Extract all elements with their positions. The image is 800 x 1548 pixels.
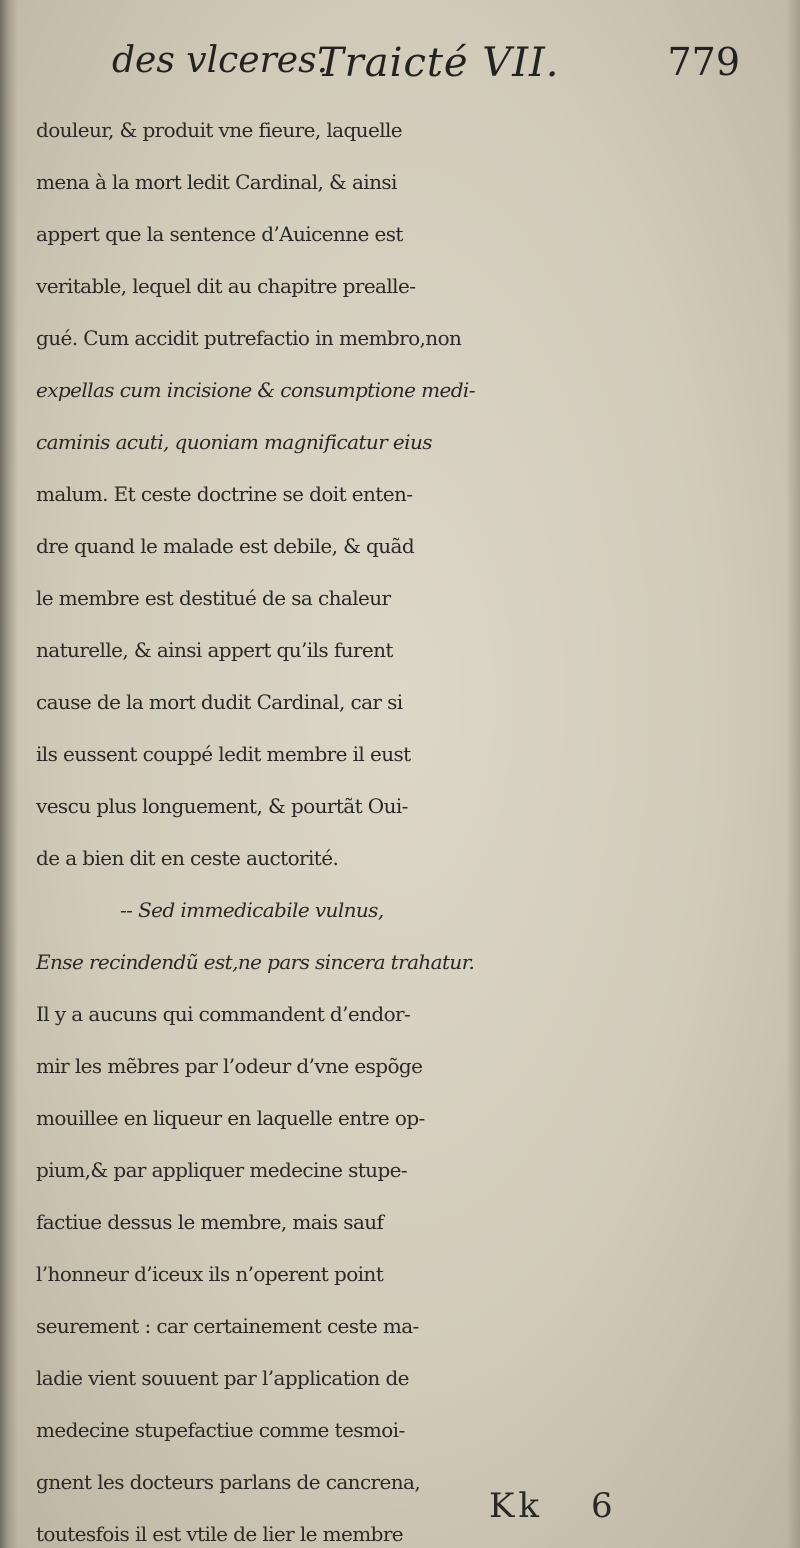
text-line: Ense recindendũ est,ne pars sincera trahatur. [36,950,475,974]
text-line: caminis acuti, quoniam magnificatur eius [36,430,432,454]
text-line: factiue dessus le membre, mais sauf [36,1210,384,1234]
text-line: -- Sed immedicabile vulnus, [120,898,384,922]
body-text [36,104,788,1548]
text-line: de a bien dit en ceste auctorité. [36,846,339,870]
text-line: mena à la mort ledit Cardinal, & ainsi [36,170,397,194]
text-line: cause de la mort dudit Cardinal, car si [36,690,403,714]
text-line: appert que la sentence d’Auicenne est [36,222,403,246]
text-line: ils eussent couppé ledit membre il eust [36,742,411,766]
text-line: malum. Et ceste doctrine se doit enten- [36,482,413,506]
text-line: veritable, lequel dit au chapitre prealle- [36,274,416,298]
text-line: mouillee en liqueur en laquelle entre op- [36,1106,425,1130]
text-line: le membre est destitué de sa chaleur [36,586,391,610]
text-line: medecine stupefactiue comme tesmoi- [36,1418,405,1442]
running-head [112,40,740,92]
text-line: seurement : car certainement ceste ma- [36,1314,419,1338]
text-line: l’honneur d’iceux ils n’operent point [36,1262,384,1286]
text-line: mir les mẽbres par l’odeur d’vne espõge [36,1054,423,1078]
text-line: naturelle, & ainsi appert qu’ils furent [36,638,393,662]
text-line: gué. Cum accidit putrefactio in membro,non [36,326,462,350]
signature-number: 6 [591,1486,613,1526]
text-line: pium,& par appliquer medecine stupe- [36,1158,408,1182]
text-line: dre quand le malade est debile, & quãd [36,534,415,558]
page-number: 779 [667,40,740,84]
gutter-shadow [0,0,18,1548]
text-line: vescu plus longuement, & pourtãt Oui- [36,794,408,818]
text-line: ladie vient souuent par l’application de [36,1366,409,1390]
text-line: douleur, & produit vne fieure, laquelle [36,118,403,142]
text-line: Il y a aucuns qui commandent d’endor- [36,1002,411,1026]
text-line: gnent les docteurs parlans de cancrena, [36,1470,421,1494]
text-line: toutesfois il est vtile de lier le membre [36,1522,404,1546]
text-line: expellas cum incisione & consumptione medi- [36,378,475,402]
running-head-title: Traicté VII. [317,40,560,86]
running-head-left: des vlceres. [112,40,329,81]
signature-mark: Kk [489,1486,544,1526]
page-edge-shadow [786,0,800,1548]
footer-signature-line [36,1480,788,1532]
